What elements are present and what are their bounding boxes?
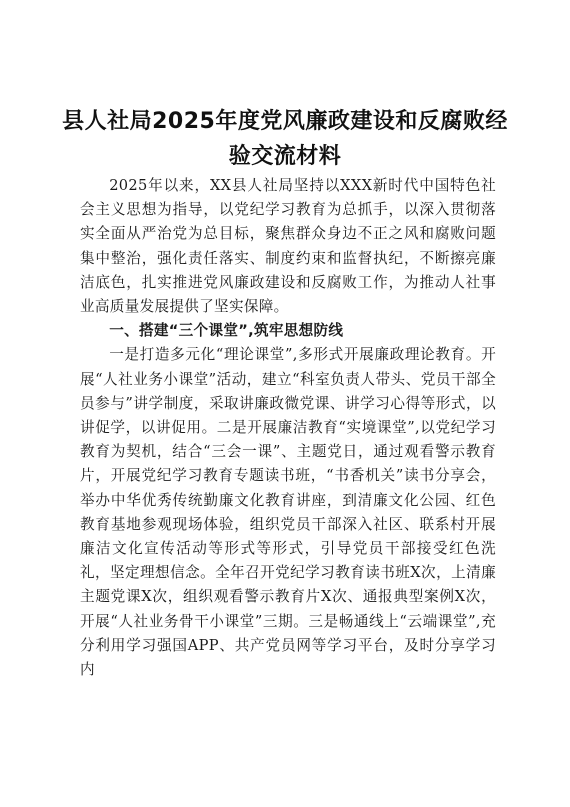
document-body: [80, 174, 496, 682]
intro-paragraph: 2025年以来，XX县人社局坚持以XXX新时代中国特色社会主义思想为指导，以党纪学习教育为总抓手，以深入贯彻落实全面从严治党为总目标，聚焦群众身边不正之风和腐败问题集中整治，强化责任落实、制度约束和监督执纪，不断擦亮廉洁底色，扎实推进党风廉政建设和反腐败工作，为推动人社事业高质量发展提供了坚实保障。: [80, 177, 496, 316]
section-heading-1: 一、搭建“三个课堂”,筑牢思想防线: [109, 322, 344, 340]
document-title: 县人社局2025年度党风廉政建设和反腐败经验交流材料: [62, 109, 508, 169]
section-1-paragraph: 一是打造多元化“理论课堂”,多形式开展廉政理论教育。开展“人社业务小课堂”活动，建立“科室负责人带头、党员干部全员参与”讲学制度，采取讲廉政微党课、讲学习心得等形式，以讲促学，以讲促用。二是开展廉洁教育“实境课堂”,以党纪学习教育为契机，结合“三会一课”、主题党日，通过观看警示教育片，开展党纪学习教育专题读书班，“书香机关”读书分享会，举办中华优秀传统勤廉文化教育讲座，到清廉文化公园、红色教育基地参观现场体验，组织党员干部深入社区、联系村开展廉洁文化宣传活动等形式等形式，引导党员干部接受红色洗礼，坚定理想信念。全年召开党纪学习教育读书班X次，上清廉主题党课X次，组织观看警示教育片X次、通报典型案例X次，开展“人社业务骨干小课堂”三期。三是畅通线上“云端课堂”,充分利用学习强国APP、共产党员网等学习平台，及时分享学习内: [80, 346, 496, 679]
